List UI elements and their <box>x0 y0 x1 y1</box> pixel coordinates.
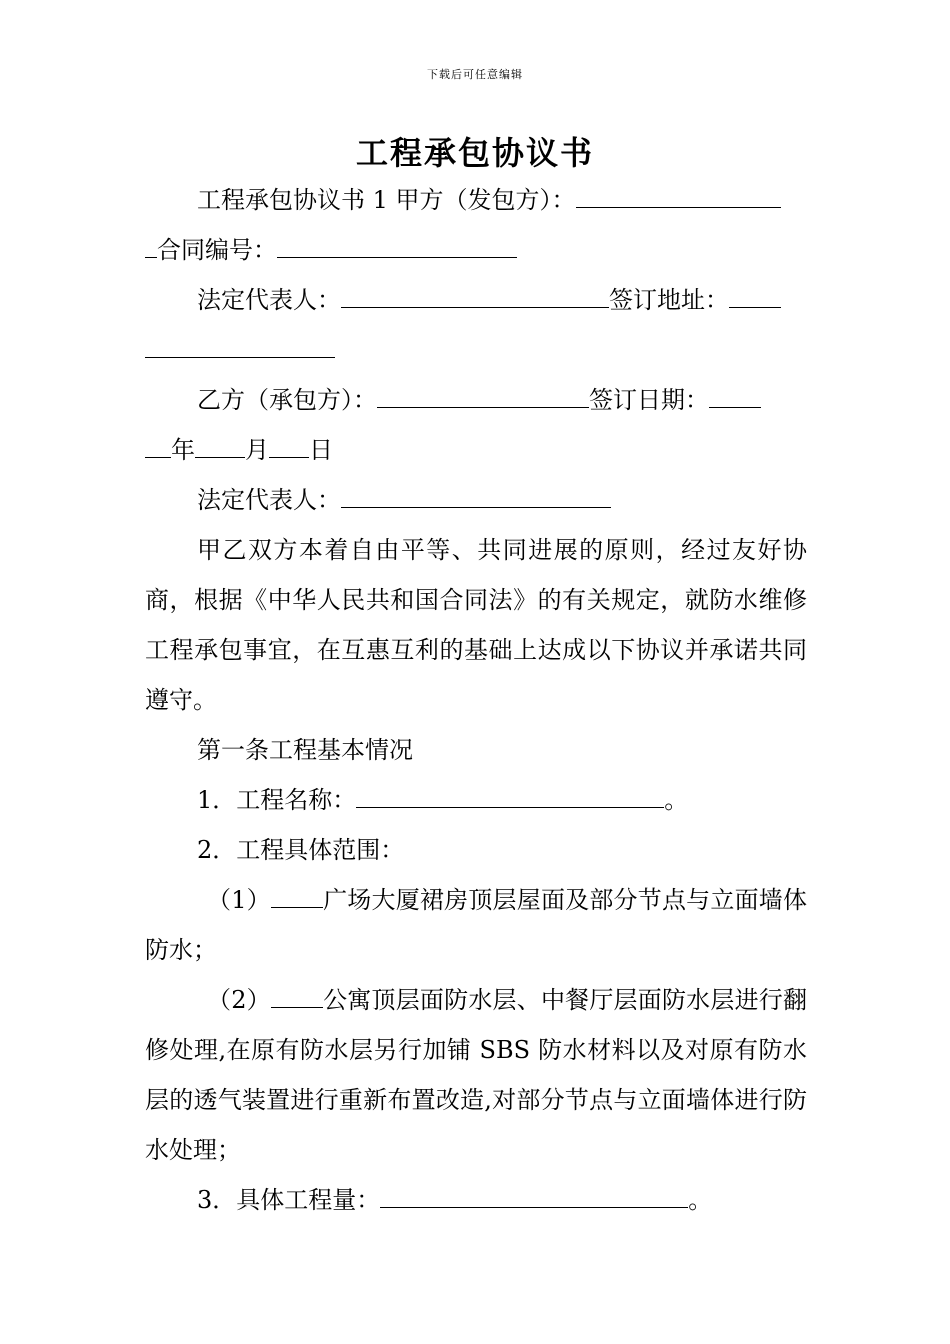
month-blank <box>195 431 245 458</box>
sub2-prefix: （2） <box>207 986 271 1014</box>
item-quantity <box>145 1175 807 1225</box>
day-blank <box>269 431 309 458</box>
sign-address-blank <box>729 281 781 308</box>
legal-rep-b-line <box>145 475 807 525</box>
article-one-heading: 第一条工程基本情况 <box>197 736 413 764</box>
scope-sub-item-1 <box>145 875 807 975</box>
party-b-blank <box>377 381 589 408</box>
sub1-blank <box>271 881 323 908</box>
month-label: 月 <box>245 436 269 464</box>
party-a-line <box>145 175 807 225</box>
legal-rep-a-blank <box>341 281 609 308</box>
document-body <box>145 175 807 1225</box>
header-note: 下载后可任意编辑 <box>427 68 523 81</box>
sub2-text: 公寓顶层面防水层、中餐厅层面防水层进行翻修处理,在原有防水层另行加铺 SBS 防水材料以及对原有防水层的透气装置进行重新布置改造,对部分节点与立面墙体进行防水处理； <box>145 986 807 1164</box>
quantity-end: 。 <box>688 1186 713 1214</box>
project-name-blank <box>356 781 664 808</box>
party-a-blank <box>576 181 781 208</box>
year-blank <box>145 431 171 458</box>
party-a-label: 工程承包协议书 1 甲方（发包方）： <box>197 186 576 214</box>
sign-address-line2 <box>145 325 807 375</box>
item-project-scope: 2．工程具体范围： <box>197 836 405 864</box>
sub1-text: 广场大厦裙房顶层屋面及部分节点与立面墙体防水； <box>145 886 807 964</box>
contract-no-line <box>145 225 807 275</box>
day-label: 日 <box>309 436 333 464</box>
contract-no-label: 合同编号： <box>157 236 277 264</box>
document-title: 工程承包协议书 <box>355 134 594 172</box>
sign-date-blank <box>709 381 761 408</box>
legal-rep-b-blank <box>341 481 611 508</box>
preamble-paragraph: 甲乙双方本着自由平等、共同进展的原则，经过友好协商，根据《中华人民共和国合同法》的有关规定，就防水维修工程承包事宜，在互惠互利的基础上达成以下协议并承诺共同遵守。 <box>145 536 807 714</box>
sub1-prefix: （1） <box>207 886 271 914</box>
party-a-blank-tail <box>145 231 157 258</box>
party-b-line <box>145 375 807 425</box>
contract-no-blank <box>277 231 517 258</box>
legal-rep-b-label: 法定代表人： <box>197 486 341 514</box>
date-line <box>145 425 807 475</box>
quantity-blank <box>380 1181 688 1208</box>
year-label: 年 <box>171 436 195 464</box>
project-name-end: 。 <box>664 786 689 814</box>
project-name-label: 1．工程名称： <box>197 786 357 814</box>
item-project-name <box>145 775 807 825</box>
sign-address-blank-tail <box>145 331 335 358</box>
party-b-label: 乙方（承包方）： <box>197 386 377 414</box>
legal-rep-a-label: 法定代表人： <box>197 286 341 314</box>
sub2-blank <box>271 981 323 1008</box>
sign-date-label: 签订日期： <box>589 386 709 414</box>
quantity-label: 3．具体工程量： <box>197 1186 381 1214</box>
legal-rep-a-line <box>145 275 807 325</box>
scope-sub-item-2 <box>145 975 807 1175</box>
sign-address-label: 签订地址： <box>609 286 729 314</box>
